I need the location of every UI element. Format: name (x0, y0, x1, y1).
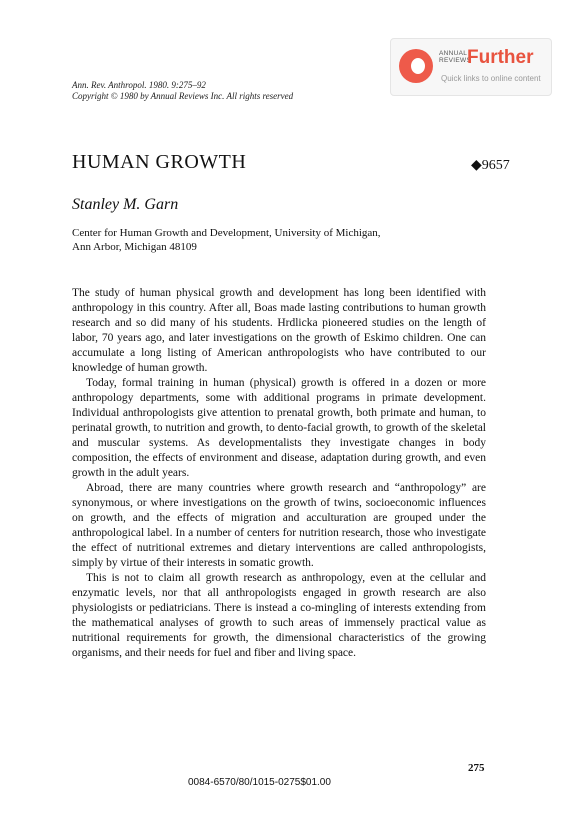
annual-reviews-further-banner[interactable] (390, 38, 552, 96)
article-body (72, 286, 486, 661)
affiliation-line: Center for Human Growth and Development, University of Michigan, (72, 227, 381, 239)
annual-reviews-logo-icon (399, 49, 433, 83)
banner-reviews-label: REVIEWS (439, 57, 472, 64)
citation-line: Ann. Rev. Anthropol. 1980. 9:275–92 (72, 80, 206, 90)
body-paragraph: Abroad, there are many countries where growth research and “anthropology” are synonymous, or where investigations on the growth of twins, socioeconomic influences on growth, and the effects of migration and acculturation are grouped under the anthropological label. In a number of centers for nutrition research, those who investigate the effect of nutritional extremes and dietary interventions are called anthropologists, simply by virtue of their interests in somatic growth. (72, 482, 486, 569)
author-name: Stanley M. Garn (72, 196, 179, 213)
banner-annual-label: ANNUAL (439, 50, 468, 57)
copyright-line: Copyright © 1980 by Annual Reviews Inc. All rights reserved (72, 91, 294, 101)
banner-tagline: Quick links to online content (441, 74, 541, 83)
body-paragraph: This is not to claim all growth research as anthropology, even at the cellular and enzymatic levels, nor that all anthropologists engaged in growth research are also physiologists or pediatricians. There is instead a co-mingling of interests extending from the mathematical analyses of growth to such areas of immensely practical value as nutritional requirements for growth, the dimensional characteristics of the growing organisms, and their needs for fuel and fiber and living space. (72, 572, 486, 659)
logo-inner-shape (411, 58, 425, 74)
page-number: 275 (468, 762, 485, 774)
footer-code: 0084-6570/80/1015-0275$01.00 (188, 777, 331, 788)
article-title: HUMAN GROWTH (72, 151, 247, 173)
journal-citation (72, 80, 293, 102)
affiliation-line: Ann Arbor, Michigan 48109 (72, 241, 197, 253)
author-affiliation (72, 226, 452, 254)
article-code: ◆9657 (471, 158, 510, 173)
banner-further-label: Further (467, 47, 534, 68)
body-paragraph: Today, formal training in human (physical) growth is offered in a dozen or more anthropology departments, some with additional programs in primate development. Individual anthropologists give attention to prenatal growth, both primate and human, to perinatal growth, to nutrition and growth, to dento-facial growth, to growth of the skeletal and muscular systems. As developmentalists they investigate changes in body composition, the effects of environment and disease, adaptation during growth, and even growth in the adult years. (72, 377, 486, 479)
body-paragraph: The study of human physical growth and development has long been identified with anthropology in this country. After all, Boas made lasting contributions to human growth research and so did many of his students. Hrdlicka pioneered studies on the length of labor, 70 years ago, and later investigations on the growth of Eskimo children. One can accumulate a long listing of American anthropologists who have contributed to our knowledge of human growth. (72, 287, 486, 374)
